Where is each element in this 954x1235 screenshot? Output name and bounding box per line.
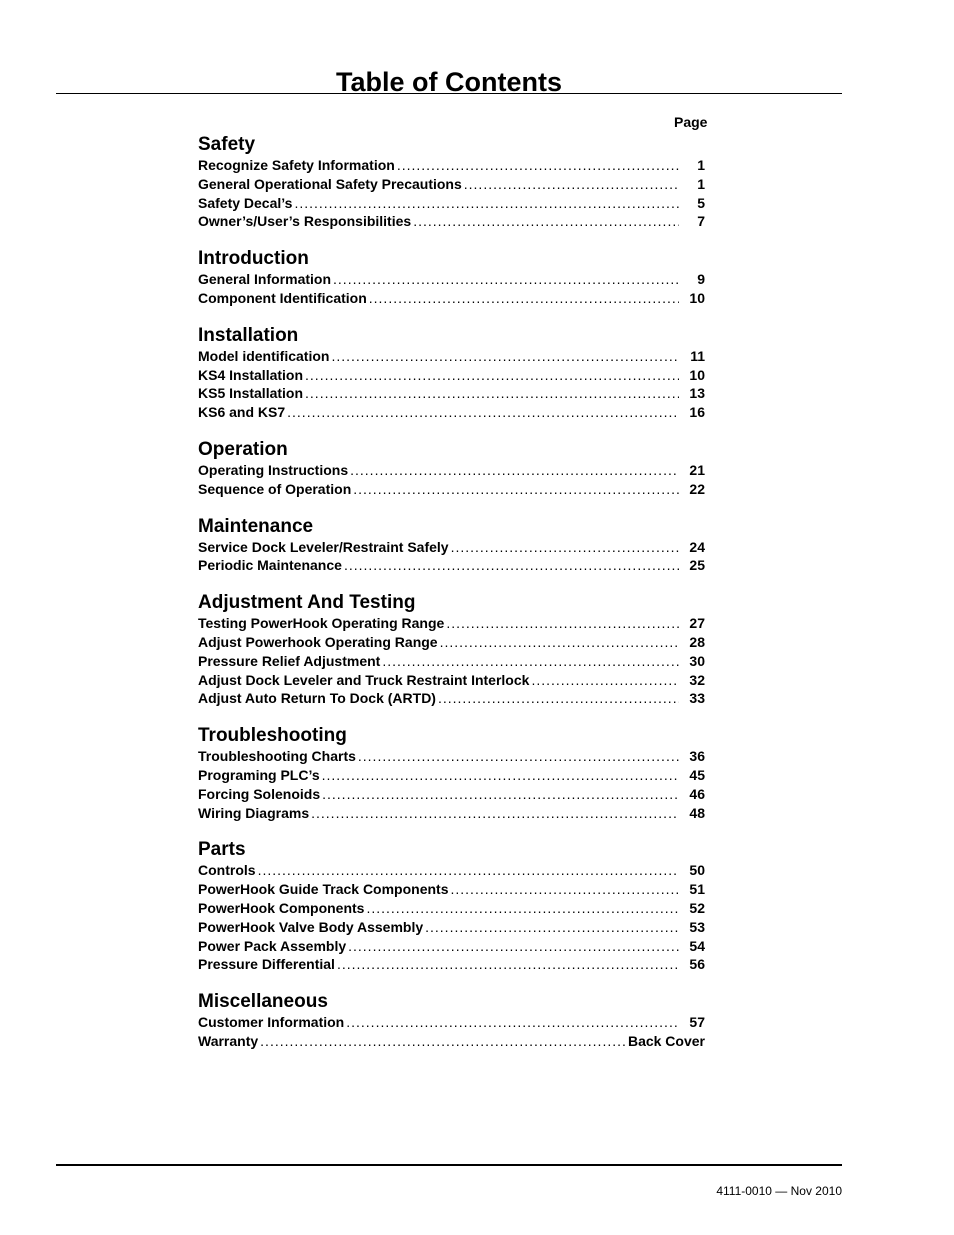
toc-entry-page: 10 [689,366,705,383]
toc-section-title: Adjustment And Testing [198,592,416,614]
dot-leader [287,403,679,422]
toc-section [198,438,705,499]
dot-leader [322,766,679,785]
toc-entry[interactable] [198,403,705,422]
toc-entry-page: 16 [689,404,705,421]
toc-entry-page: 50 [689,862,705,879]
dot-leader [350,461,679,480]
toc-entry[interactable] [198,156,705,175]
toc-entry-page: 21 [689,461,705,478]
toc-entry-label: Adjust Auto Return To Dock (ARTD) [198,690,436,707]
toc-entry-label: Programing PLC’s [198,766,320,783]
dot-leader [322,785,679,804]
toc-entry[interactable] [198,194,705,213]
toc-section [198,247,705,308]
dot-leader [346,1013,679,1032]
toc-entry-page: 32 [689,671,705,688]
dot-leader [425,918,679,937]
toc-entry-page: 30 [689,652,705,669]
toc-entry-page: 52 [689,899,705,916]
toc-entry[interactable] [198,461,705,480]
toc-entry[interactable] [198,347,705,366]
toc-entry[interactable] [198,804,705,823]
toc-entry[interactable] [198,671,705,690]
toc-entry[interactable] [198,689,705,708]
toc-section-title: Troubleshooting [198,725,347,747]
toc-entry[interactable] [198,633,705,652]
toc-section-title: Introduction [198,248,309,270]
toc-entry[interactable] [198,480,705,499]
toc-entry-label: Power Pack Assembly [198,937,347,954]
toc-entry-label: Periodic Maintenance [198,557,342,574]
toc-entry[interactable] [198,366,705,385]
toc-entry-label: Safety Decal’s [198,194,293,211]
toc-section [198,133,705,231]
toc-entry[interactable] [198,212,705,231]
dot-leader [344,556,679,575]
toc-entry-label: KS4 Installation [198,366,304,383]
toc-entry-label: Pressure Relief Adjustment [198,652,381,669]
toc-entry-label: Forcing Solenoids [198,785,321,802]
toc-entry-label: General Information [198,271,332,288]
toc-entry-label: Service Dock Leveler/Restraint Safely [198,538,449,555]
dot-leader [260,1032,626,1051]
toc-entry[interactable] [198,652,705,671]
toc-section-title: Maintenance [198,515,314,537]
toc-entry-page: 48 [689,804,705,821]
dot-leader [294,194,679,213]
toc-section-title: Installation [198,324,299,346]
toc-section [198,324,705,422]
toc-entry-page: 53 [689,918,705,935]
toc-entry-page: 36 [689,748,705,765]
toc-list [198,133,705,1067]
toc-entry[interactable] [198,556,705,575]
toc-entry-label: Warranty [198,1032,259,1049]
toc-entry[interactable] [198,270,705,289]
toc-entry-label: Model identification [198,347,330,364]
toc-entry-page: 5 [697,194,705,211]
toc-entry[interactable] [198,861,705,880]
toc-section [198,724,705,822]
toc-section [198,591,705,708]
toc-entry-label: General Operational Safety Precautions [198,175,462,192]
toc-entry-label: KS6 and KS7 [198,404,286,421]
toc-entry-label: Owner’s/User’s Responsibilities [198,213,412,230]
toc-entry-label: Adjust Powerhook Operating Range [198,633,438,650]
dot-leader [382,652,679,671]
toc-entry-label: Recognize Safety Information [198,157,395,173]
page-title: Table of Contents [336,67,562,97]
dot-leader [353,480,679,499]
toc-entry-label: Pressure Differential [198,956,335,973]
dot-leader [464,175,679,194]
toc-entry-page: 9 [697,271,705,288]
toc-section-title: Safety [198,134,256,155]
dot-leader [331,347,679,366]
toc-entry[interactable] [198,384,705,403]
toc-entry-label: Wiring Diagrams [198,804,310,821]
toc-entry-label: Sequence of Operation [198,480,352,497]
toc-entry-page: 25 [689,557,705,574]
toc-entry[interactable] [198,785,705,804]
dot-leader [531,671,679,690]
dot-leader [305,366,679,385]
toc-entry-page: 33 [689,690,705,707]
dot-leader [451,880,680,899]
toc-entry[interactable] [198,747,705,766]
toc-section [198,990,705,1051]
toc-entry[interactable] [198,1013,705,1032]
toc-entry-page: 22 [689,480,705,497]
toc-entry-label: Adjust Dock Leveler and Truck Restraint Interlock [198,671,530,688]
toc-entry-page: Back Cover [627,1032,705,1049]
dot-leader [440,633,679,652]
toc-entry-page: 28 [689,633,705,650]
toc-entry-label: PowerHook Valve Body Assembly [198,918,424,935]
dot-leader [397,156,679,175]
dot-leader [358,747,679,766]
toc-entry-page: 24 [689,538,705,555]
toc-entry-label: Testing PowerHook Operating Range [198,615,445,632]
toc-entry-page: 10 [689,289,705,306]
toc-entry-label: PowerHook Guide Track Components [198,881,449,898]
dot-leader [451,538,679,557]
toc-entry[interactable] [198,1032,705,1051]
dot-leader [438,689,679,708]
toc-entry-label: Controls [198,862,256,879]
toc-entry-label: KS5 Installation [198,385,304,402]
toc-entry-label: Component Identification [198,289,367,306]
footer-rule [56,1164,842,1166]
toc-entry-page: 27 [689,615,705,632]
dot-leader [446,614,679,633]
toc-entry-page: 46 [689,785,705,802]
toc-entry[interactable] [198,937,705,956]
dot-leader [413,212,679,231]
toc-entry-page: 1 [697,175,705,192]
toc-entry[interactable] [198,880,705,899]
toc-section [198,838,705,974]
page-column-label: Page [674,114,708,130]
toc-entry[interactable] [198,918,705,937]
toc-entry-page: 57 [689,1014,705,1031]
toc-entry[interactable] [198,955,705,974]
toc-section-title: Operation [198,438,288,460]
toc-entry-page: 11 [690,347,705,364]
dot-leader [305,384,679,403]
toc-entry-label: Operating Instructions [198,461,349,478]
toc-section-title: Parts [198,839,246,861]
dot-leader [369,289,679,308]
toc-entry-label: Customer Information [198,1014,345,1031]
toc-entry-page: 51 [689,881,705,898]
document-number: 4111-0010 — Nov 2010 [716,1184,842,1198]
toc-entry-page: 1 [697,157,705,173]
dot-leader [258,861,679,880]
toc-entry-label: Troubleshooting Charts [198,748,356,765]
dot-leader [311,804,679,823]
toc-entry[interactable] [198,614,705,633]
toc-entry-page: 45 [689,766,705,783]
toc-entry[interactable] [198,175,705,194]
header-rule [56,93,842,94]
toc-section [198,515,705,576]
dot-leader [333,270,679,289]
toc-entry-label: PowerHook Components [198,899,365,916]
toc-section-title: Miscellaneous [198,991,328,1013]
toc-entry-page: 7 [697,213,705,230]
toc-entry-page: 56 [689,956,705,973]
dot-leader [337,955,679,974]
toc-entry[interactable] [198,289,705,308]
dot-leader [366,899,679,918]
toc-entry[interactable] [198,538,705,557]
dot-leader [348,937,679,956]
toc-entry-page: 13 [689,385,705,402]
toc-entry[interactable] [198,766,705,785]
toc-entry-page: 54 [689,937,705,954]
toc-entry[interactable] [198,899,705,918]
